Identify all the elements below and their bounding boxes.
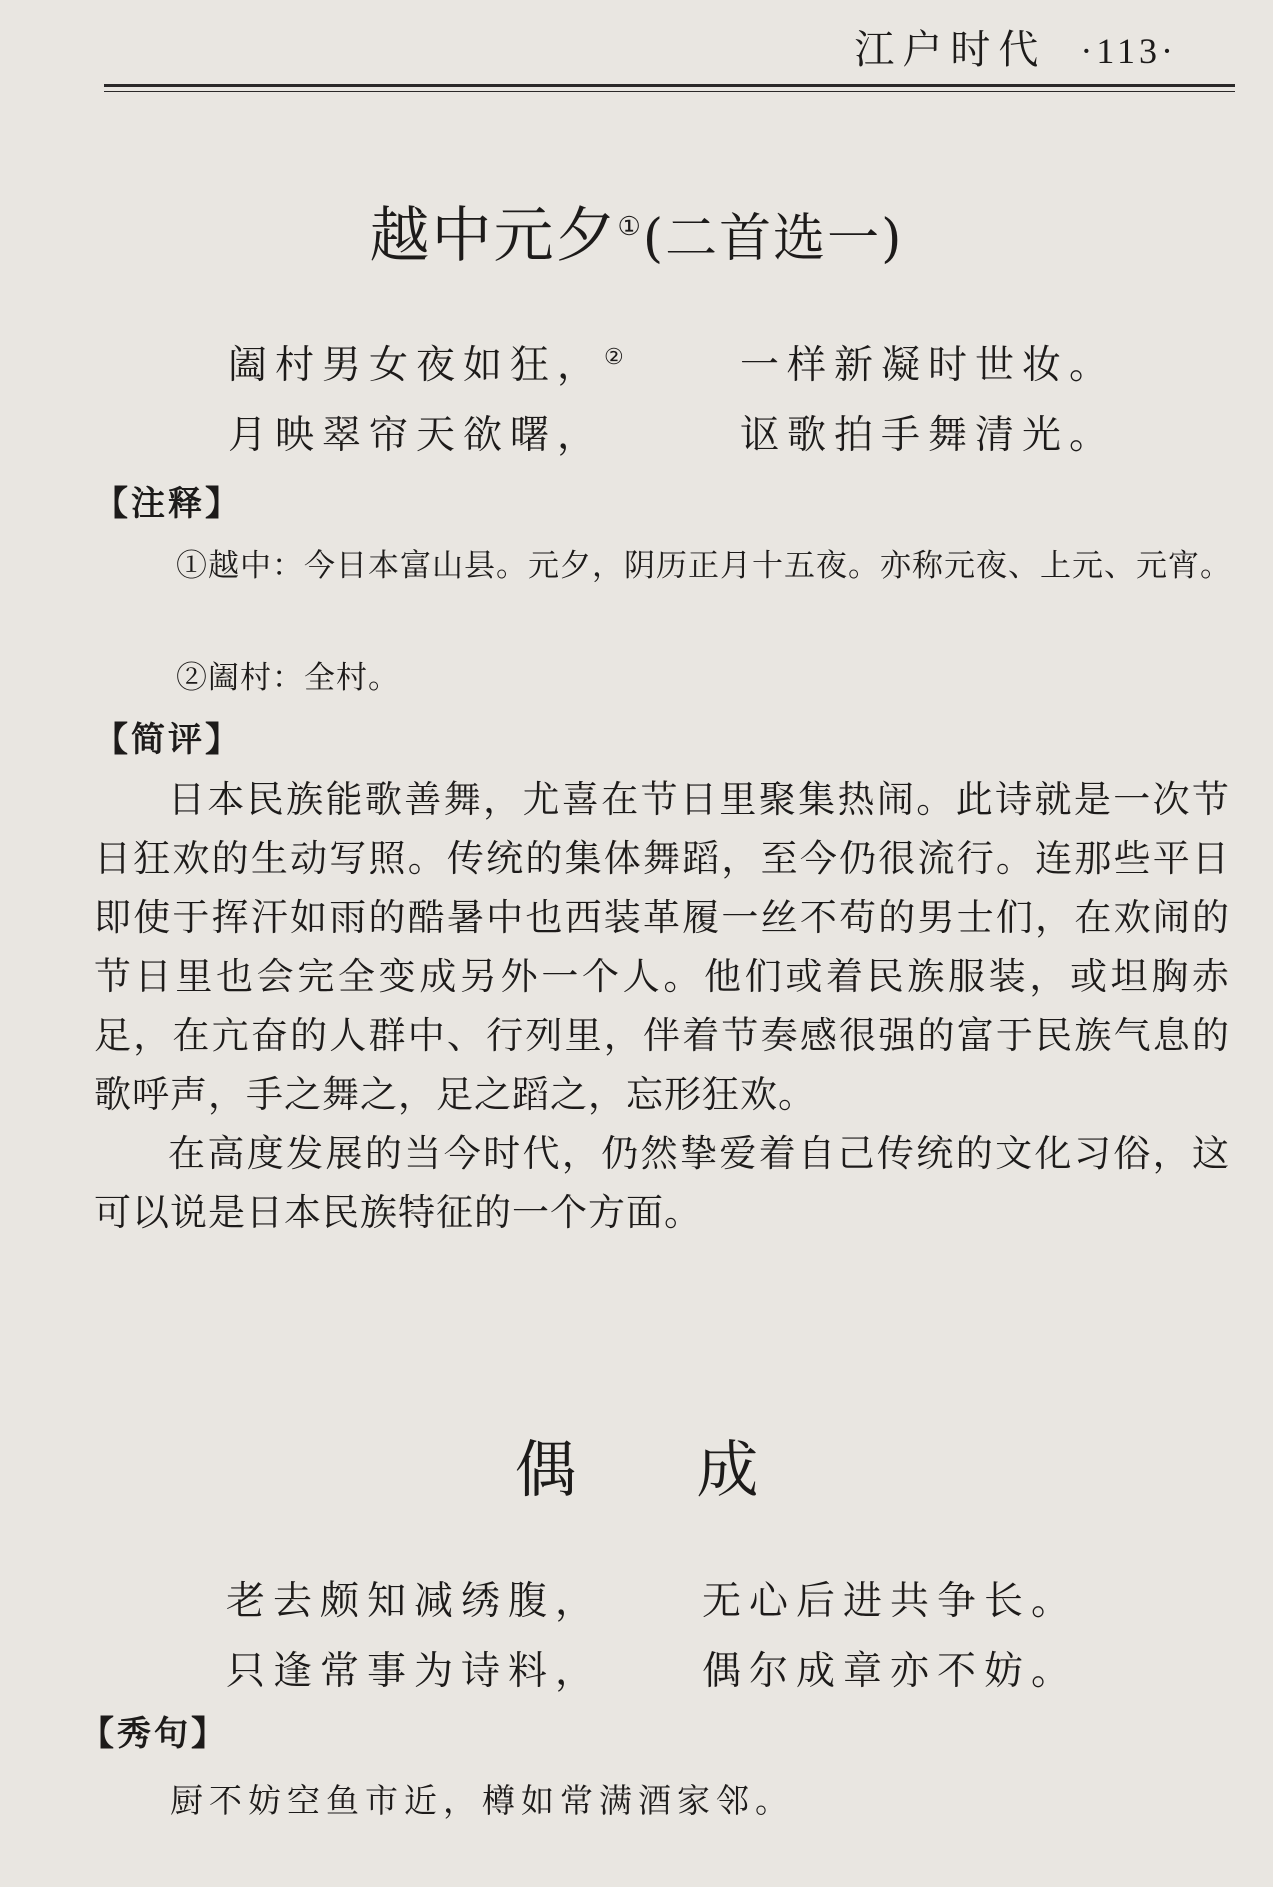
- poem-title: [0, 188, 1273, 274]
- poem-subtitle: (二首选一): [642, 209, 904, 269]
- highlight-heading: 【秀句】: [80, 1714, 228, 1754]
- note-1: ①越中：今日本富山县。元夕，阴历正月十五夜。亦称元夜、上元、元宵。: [176, 548, 1232, 584]
- commentary-paragraph-2: 在高度发展的当今时代，仍然挚爱着自己传统的文化习俗，这可以说是日本民族特征的一个方面。: [94, 1132, 1230, 1234]
- verse-line-2a: 月映翠帘天欲曙，: [228, 413, 605, 458]
- chapter-title: 江户时代: [854, 27, 1047, 73]
- poem2-line-2a: 只逢常事为诗料，: [226, 1649, 603, 1694]
- verse-line-1a: 阖村男女夜如狂，②: [228, 343, 624, 388]
- highlight-text: 厨不妨空鱼市近，樽如常满酒家邻。: [170, 1781, 794, 1820]
- notes-heading: 【注释】: [94, 484, 242, 524]
- verse-line-2b: 讴歌拍手舞清光。: [740, 413, 1117, 458]
- poem2-line-2b: 偶尔成章亦不妨。: [702, 1649, 1079, 1694]
- note-2: ②阖村：全村。: [176, 660, 400, 696]
- poem2-title-char-1: 偶: [514, 1433, 577, 1506]
- poem-title-text: 越中元夕: [369, 201, 618, 271]
- poem2-line-1a: 老去颇知减绣腹，: [226, 1579, 603, 1624]
- poem-title-2: [0, 1420, 1273, 1509]
- commentary-paragraph-1: 日本民族能歌善舞，尤喜在节日里聚集热闹。此诗就是一次节日狂欢的生动写照。传统的集体舞蹈，至今仍很流行。连那些平日即使于挥汗如雨的酷暑中也西装革履一丝不苟的男士们，在欢闹的节日里也会完全变成另外一个人。他们或着民族服装，或坦胸赤足，在亢奋的人群中、行列里，伴着节奏感很强的富于民族气息的歌呼声，手之舞之，足之蹈之，忘形狂欢。: [94, 778, 1230, 1116]
- commentary-heading: 【简评】: [94, 720, 242, 760]
- footnote-marker: ②: [604, 345, 624, 370]
- header-rule: [104, 84, 1235, 92]
- commentary-text: [94, 770, 1230, 1242]
- poem2-line-1b: 无心后进共争长。: [702, 1579, 1079, 1624]
- verse-line-1b: 一样新凝时世妆。: [740, 343, 1117, 388]
- running-header: [854, 18, 1177, 75]
- footnote-marker: ①: [617, 212, 643, 242]
- poem2-title-char-2: 成: [696, 1433, 759, 1506]
- page-number: ·113·: [1080, 31, 1177, 71]
